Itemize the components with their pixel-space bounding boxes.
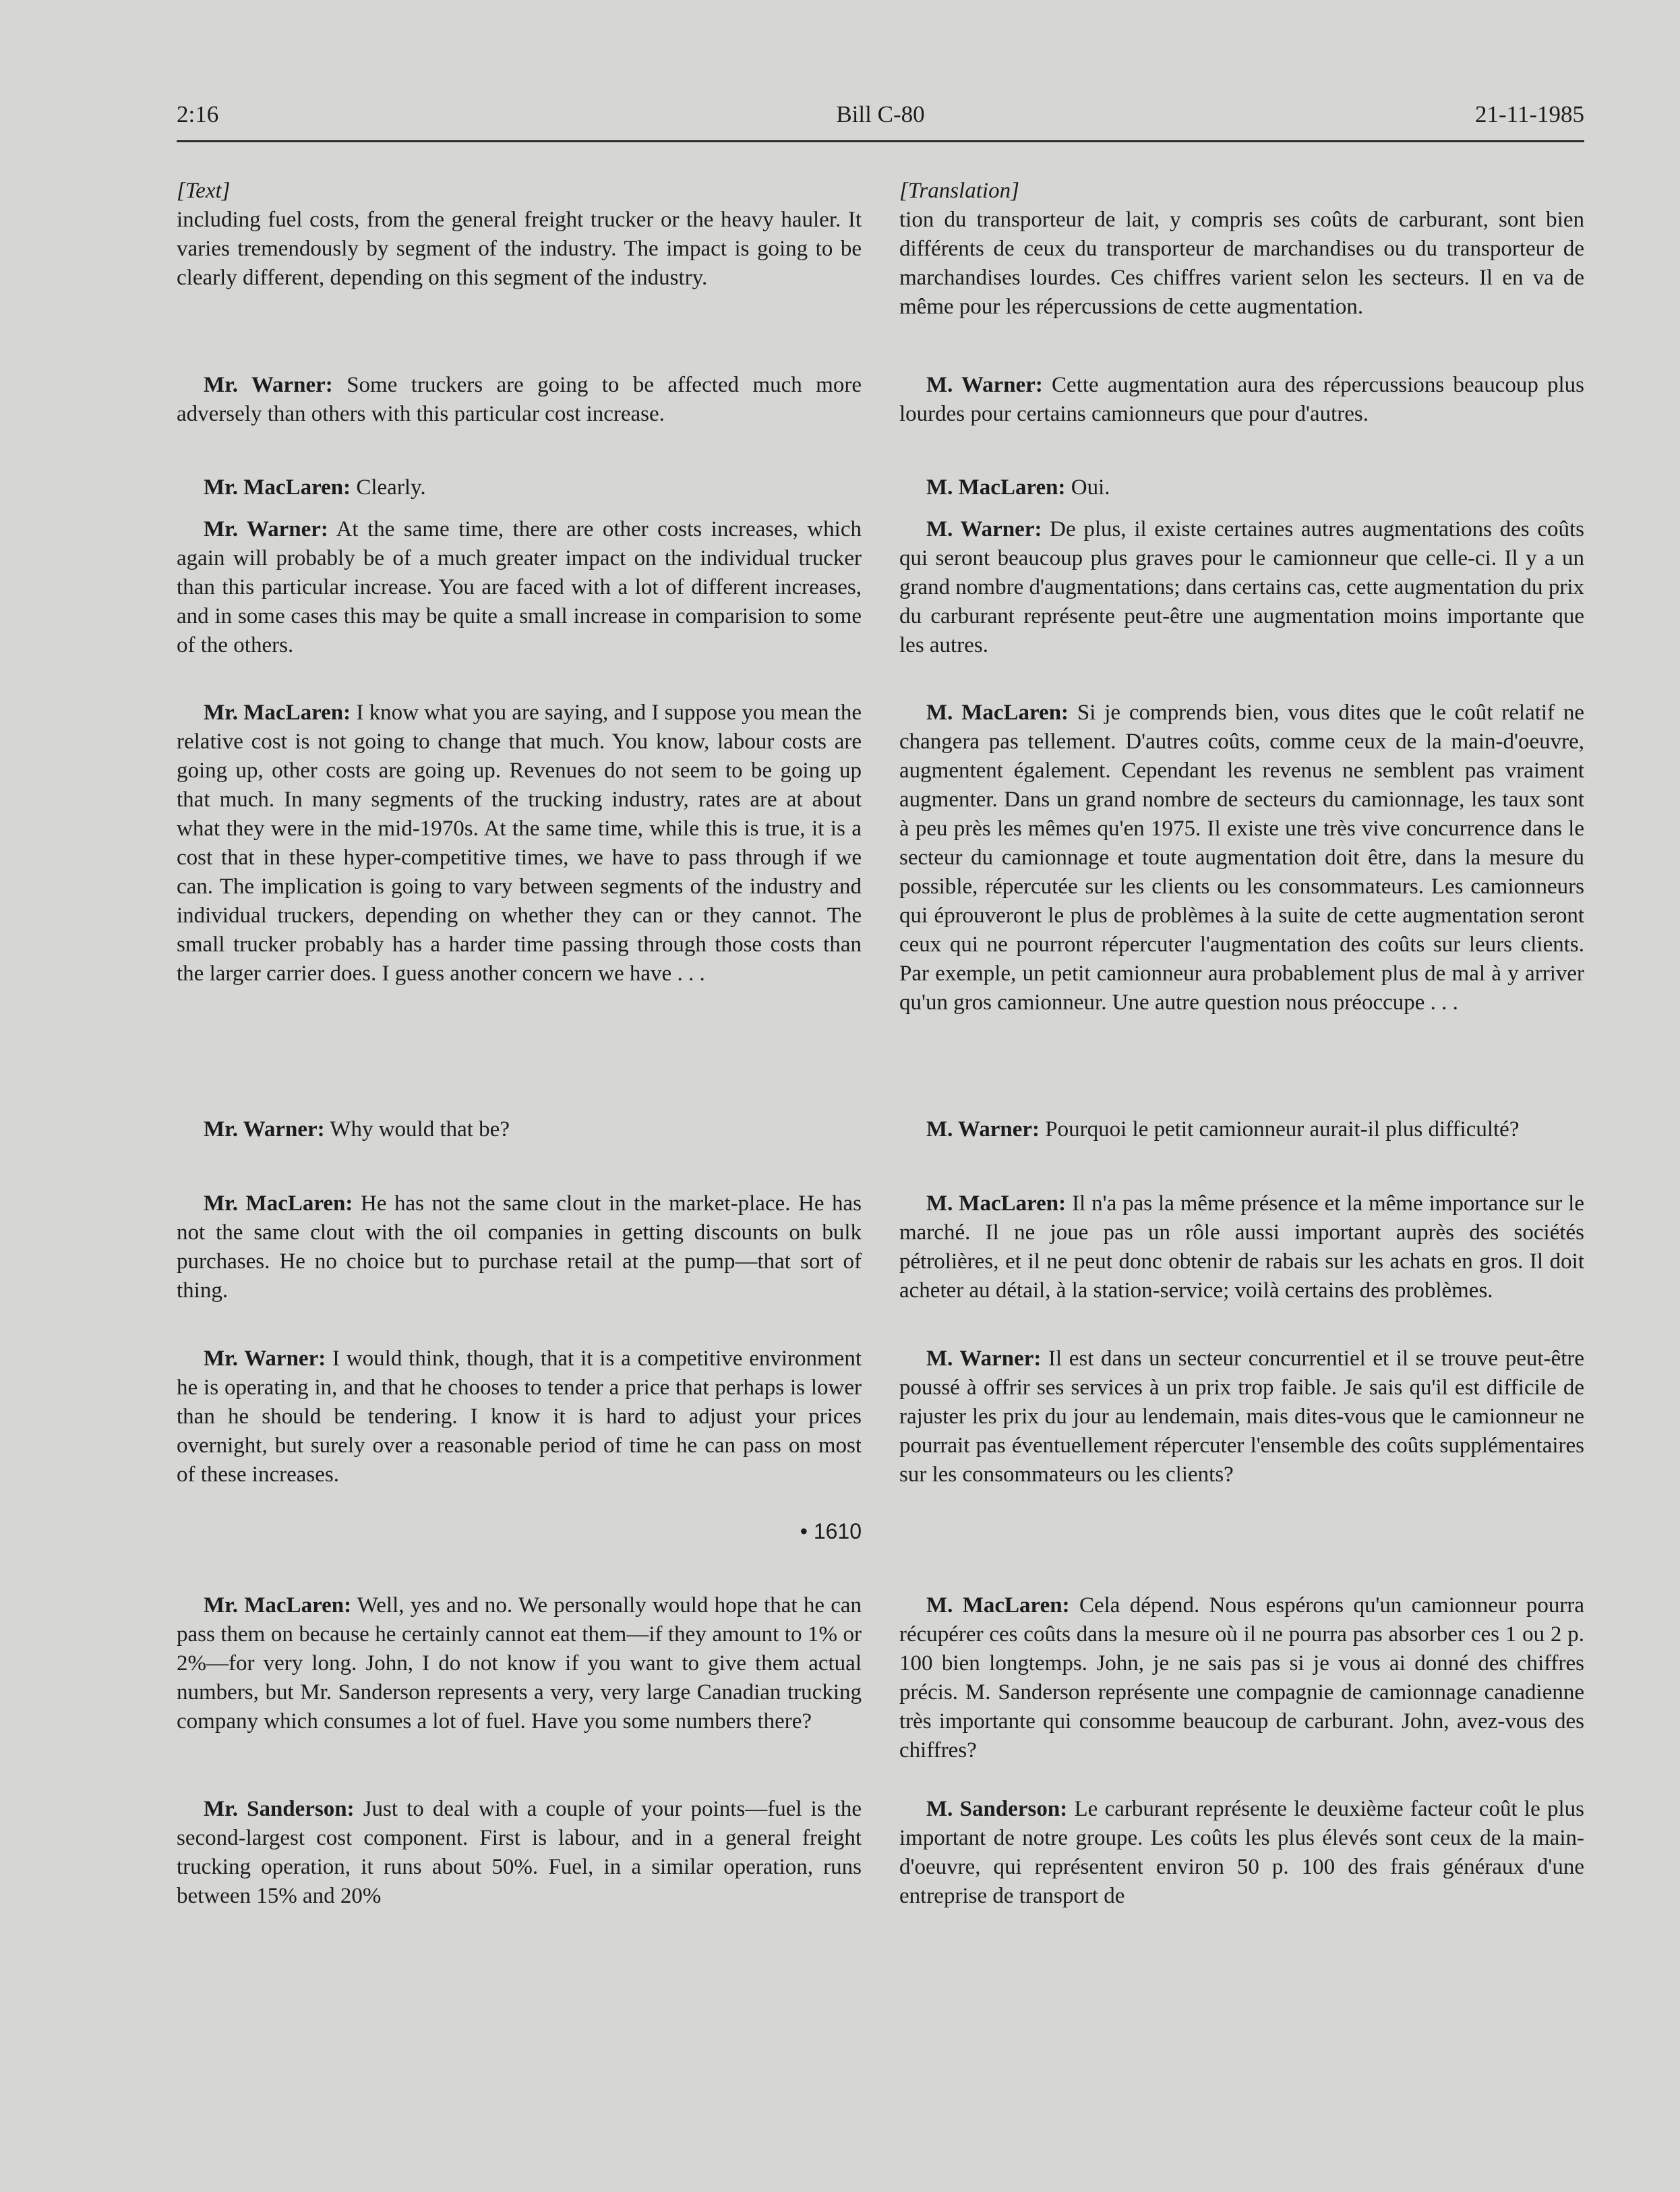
- speaker-name: M. Warner:: [926, 1117, 1040, 1142]
- paragraph: [177, 515, 862, 660]
- header-divider: [177, 140, 1584, 142]
- paragraph-text: Il n'a pas la même présence et la même importance sur le marché. Il ne joue pas un rôle aussi important auprès des sociétés pétrolières, et il ne peut donc obtenir de rabais sur les achats en gros. Il doit acheter au détail, à la station-service; voilà certains des problèmes.: [899, 1191, 1584, 1303]
- paragraph: [899, 1795, 1584, 1911]
- paragraph-text: I would think, though, that it is a competitive environment he is operating in, and that he chooses to tender a price that perhaps is lower than he should be tendering. I know it is hard to adjust your prices overnight, but surely over a reasonable period of time he can pass on most of these increases.: [177, 1346, 862, 1487]
- speaker-name: M. MacLaren:: [926, 1593, 1070, 1618]
- paragraph-text: Well, yes and no. We personally would hope that he can pass them on because he certainly cannot eat them—if they amount to 1% or 2%—for very long. John, I do not know if you want to give them actual numbers, but Mr. Sanderson represents a very, very large Canadian trucking company which consumes a lot of fuel. Have you some numbers there?: [177, 1593, 862, 1734]
- page-number: 2:16: [177, 101, 219, 127]
- paragraph: [899, 371, 1584, 429]
- speaker-name: M. MacLaren:: [926, 475, 1066, 500]
- speaker-name: M. Sanderson:: [926, 1797, 1068, 1821]
- paragraph: [177, 1591, 862, 1736]
- paragraph: [899, 473, 1584, 502]
- paragraph: [177, 1189, 862, 1305]
- paragraph: [899, 1189, 1584, 1305]
- paragraph-text: De plus, il existe certaines autres augmentations des coûts qui seront beaucoup plus graves pour le camionneur que celle-ci. Il y a un grand nombre d'augmentations; dans certains cas, cette augmentation du prix du carburant représente peut-être une augmentation moins importante que les autres.: [899, 517, 1584, 657]
- paragraph-text: Le carburant représente le deuxième facteur coût le plus important de notre groupe. Les coûts les plus élevés sont ceux de la main-d'oeuvre, qui représentent environ 50 p. 100 des frais généraux d'une entreprise de transport de: [899, 1797, 1585, 1908]
- speaker-name: Mr. MacLaren:: [204, 701, 351, 725]
- document-title: Bill C-80: [836, 101, 925, 127]
- paragraph-text: tion du transporteur de lait, y compris ses coûts de carburant, sont bien différents de ceux du transporteur de marchandises ou du transporteur de marchandises lourdes. Ces chiffres varient selon les secteurs. Il en va de même pour les répercussions de cette augmentation.: [899, 208, 1584, 319]
- paragraph-text: At the same time, there are other costs increases, which again will probably be of a much greater impact on the individual trucker than this particular increase. You are faced with a lot of different increases, and in some cases this may be quite a small increase in comparision to some of the others.: [177, 517, 862, 657]
- speaker-name: M. MacLaren:: [926, 701, 1069, 725]
- paragraph-text: Cela dépend. Nous espérons qu'un camionneur pourra récupérer ces coûts dans la mesure où il ne pourra pas absorber ces 1 ou 2 p. 100 bien longtemps. John, je ne sais pas si je vous ai donné des chiffres précis. M. Sanderson représente une compagnie de camionnage canadienne très importante qui consomme beaucoup de carburant. John, avez-vous des chiffres?: [899, 1593, 1584, 1763]
- speaker-name: M. MacLaren:: [926, 1191, 1067, 1216]
- paragraph: [177, 699, 862, 988]
- paragraph: [899, 515, 1584, 660]
- paragraph-text: Pourquoi le petit camionneur aurait-il plus difficulté?: [1040, 1117, 1520, 1142]
- paragraph-text: Some truckers are going to be affected much more adversely than others with this particular cost increase.: [177, 373, 862, 426]
- speaker-name: Mr. MacLaren:: [204, 1593, 352, 1618]
- paragraph-text: Cette augmentation aura des répercussions beaucoup plus lourdes pour certains camionneurs que pour d'autres.: [899, 373, 1584, 426]
- paragraph: [899, 206, 1584, 322]
- paragraph-text: Clearly.: [351, 475, 426, 500]
- paragraph-text: Why would that be?: [324, 1117, 510, 1142]
- paragraph-text: Oui.: [1065, 475, 1110, 500]
- column-tag: [Translation]: [899, 179, 1019, 203]
- paragraph: [177, 1795, 862, 1911]
- speaker-name: Mr. Warner:: [204, 517, 328, 541]
- time-marker: • 1610: [800, 1519, 862, 1543]
- paragraph-text: Just to deal with a couple of your points—fuel is the second-largest cost component. First is labour, and in a general freight trucking operation, it runs about 50%. Fuel, in a similar operation, runs between 15% and 20%: [177, 1797, 862, 1908]
- speaker-name: M. Warner:: [926, 1346, 1042, 1371]
- paragraph: [177, 206, 862, 293]
- speaker-name: M. Warner:: [926, 373, 1043, 397]
- speaker-name: Mr. Warner:: [204, 373, 333, 397]
- paragraph: [899, 1591, 1584, 1765]
- speaker-name: Mr. MacLaren:: [204, 475, 351, 500]
- paragraph-text: including fuel costs, from the general freight trucker or the heavy hauler. It varies tremendously by segment of the industry. The impact is going to be clearly different, depending on this segment of the industry.: [177, 208, 862, 290]
- paragraph-text: Si je comprends bien, vous dites que le coût relatif ne changera pas tellement. D'autres coûts, comme ceux de la main-d'oeuvre, augmentent également. Cependant les revenus ne semblent pas vraiment augmenter. Dans un grand nombre de secteurs du camionnage, les taux sont à peu près les mêmes qu'en 1975. Il existe une très vive concurrence dans le secteur du camionnage et toute augmentation doit être, dans la mesure du possible, répercutée sur les clients ou les consommateurs. Les camionneurs qui éprouveront le plus de problèmes à la suite de cette augmentation seront ceux qui ne pourront répercuter l'augmentation des coûts sur leurs clients. Par exemple, un petit camionneur aura probablement plus de mal à y arriver qu'un gros camionneur. Une autre question nous préoccupe . . .: [899, 701, 1584, 1015]
- paragraph: [177, 1115, 862, 1144]
- paragraph-text: Il est dans un secteur concurrentiel et il se trouve peut-être poussé à offrir ses services à un prix trop faible. Je sais qu'il est difficile de rajuster les prix du jour au lendemain, mais dites-vous que le camionneur ne pourrait pas éventuellement répercuter l'ensemble des coûts supplémentaires sur les consommateurs ou les clients?: [899, 1346, 1584, 1487]
- paragraph-text: I know what you are saying, and I suppose you mean the relative cost is not going to change that much. You know, labour costs are going up, other costs are going up. Revenues do not seem to be going up that much. In many segments of the trucking industry, rates are at about what they were in the mid-1970s. At the same time, while this is true, it is a cost that in these hyper-competitive times, we have to pass through if we can. The implication is going to vary between segments of the industry and individual truckers, depending on whether they can or they cannot. The small trucker probably has a harder time passing through those costs than the larger carrier does. I guess another concern we have . . .: [177, 701, 862, 986]
- speaker-name: M. Warner:: [926, 517, 1042, 541]
- paragraph-text: He has not the same clout in the market-place. He has not the same clout with the oil companies in getting discounts on bulk purchases. He no choice but to purchase retail at the pump—that sort of thing.: [177, 1191, 862, 1303]
- speaker-name: Mr. Warner:: [204, 1117, 325, 1142]
- page-header: [177, 101, 1584, 142]
- speaker-name: Mr. Sanderson:: [204, 1797, 355, 1821]
- speaker-name: Mr. MacLaren:: [204, 1191, 353, 1216]
- speaker-name: Mr. Warner:: [204, 1346, 326, 1371]
- document-date: 21-11-1985: [1474, 101, 1584, 127]
- paragraph: [177, 1344, 862, 1489]
- paragraph: [899, 699, 1584, 1017]
- paragraph: [177, 371, 862, 429]
- paragraph: [899, 1115, 1584, 1144]
- paragraph: [177, 473, 862, 502]
- column-tag: [Text]: [177, 179, 231, 203]
- paragraph: [899, 1344, 1584, 1489]
